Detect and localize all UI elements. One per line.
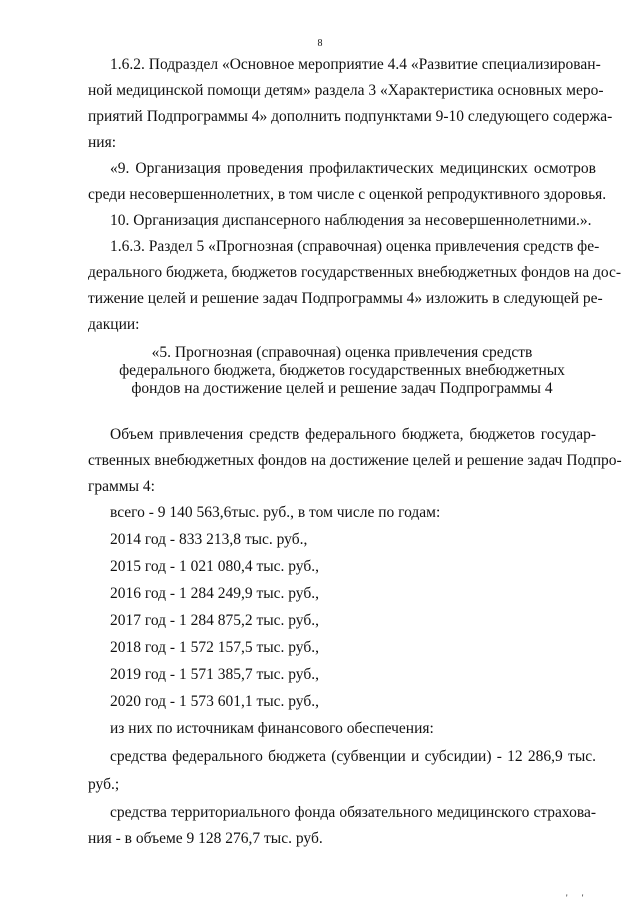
territorial-fund-line-2: ния - в объеме 9 128 276,7 тыс. руб. [88,830,323,847]
paragraph-1-line-1: 1.6.2. Подраздел «Основное мероприятие 4.4 «Развитие специализирован- [110,56,601,73]
paragraph-3: 10. Организация диспансерного наблюдения за несовершеннолетними.». [110,212,592,229]
paragraph-4-line-2: дерального бюджета, бюджетов государственных внебюджетных фондов на дос- [88,264,622,281]
year-line-2020: 2020 год - 1 573 601,1 тыс. руб., [110,693,319,710]
paragraph-2-line-2: среди несовершеннолетних, в том числе с оценкой репродуктивного здоровья. [88,186,607,203]
year-line-2014: 2014 год - 833 213,8 тыс. руб., [110,531,308,548]
paragraph-4-line-1: 1.6.3. Раздел 5 «Прогнозная (справочная) оценка привлечения средств фе- [110,238,600,255]
paragraph-4-line-4: дакции: [88,316,140,333]
federal-budget-line-2: руб.; [88,776,120,793]
year-line-2016: 2016 год - 1 284 249,9 тыс. руб., [110,585,319,602]
paragraph-1-line-3: приятий Подпрограммы 4» дополнить подпунктами 9-10 следующего содержа- [88,108,613,125]
page-number: 8 [317,38,323,49]
footer-mark: ' ' [566,893,590,903]
year-line-2015: 2015 год - 1 021 080,4 тыс. руб., [110,558,319,575]
paragraph-1-line-4: ния: [88,134,117,151]
year-line-2018: 2018 год - 1 572 157,5 тыс. руб., [110,639,319,656]
paragraph-5-line-2: ственных внебюджетных фондов на достижение целей и решение задач Подпро- [88,452,622,469]
paragraph-5-line-3: граммы 4: [88,478,155,495]
year-line-2019: 2019 год - 1 571 385,7 тыс. руб., [110,666,319,683]
territorial-fund-line-1: средства территориального фонда обязательного медицинского страхова- [110,804,596,821]
paragraph-5-line-1: Объем привлечения средств федерального бюджета, бюджетов государ- [110,426,596,443]
paragraph-2-line-1: «9. Организация проведения профилактических медицинских осмотров [110,160,596,177]
section-heading-line-3: фондов на достижение целей и решение задач Подпрограммы 4 [131,380,553,397]
section-heading-line-1: «5. Прогнозная (справочная) оценка привлечения средств [151,344,533,361]
section-heading-line-2: федерального бюджета, бюджетов государственных внебюджетных [119,362,565,379]
federal-budget-line-1: средства федерального бюджета (субвенции и субсидии) - 12 286,9 тыс. [110,748,596,765]
paragraph-4-line-3: тижение целей и решение задач Подпрограммы 4» изложить в следующей ре- [88,290,603,307]
sources-intro: из них по источникам финансового обеспечения: [110,720,434,737]
year-line-2017: 2017 год - 1 284 875,2 тыс. руб., [110,612,319,629]
paragraph-1-line-2: ной медицинской помощи детям» раздела 3 «Характеристика основных меро- [88,82,604,99]
total-line: всего - 9 140 563,6тыс. руб., в том числе по годам: [110,504,441,521]
